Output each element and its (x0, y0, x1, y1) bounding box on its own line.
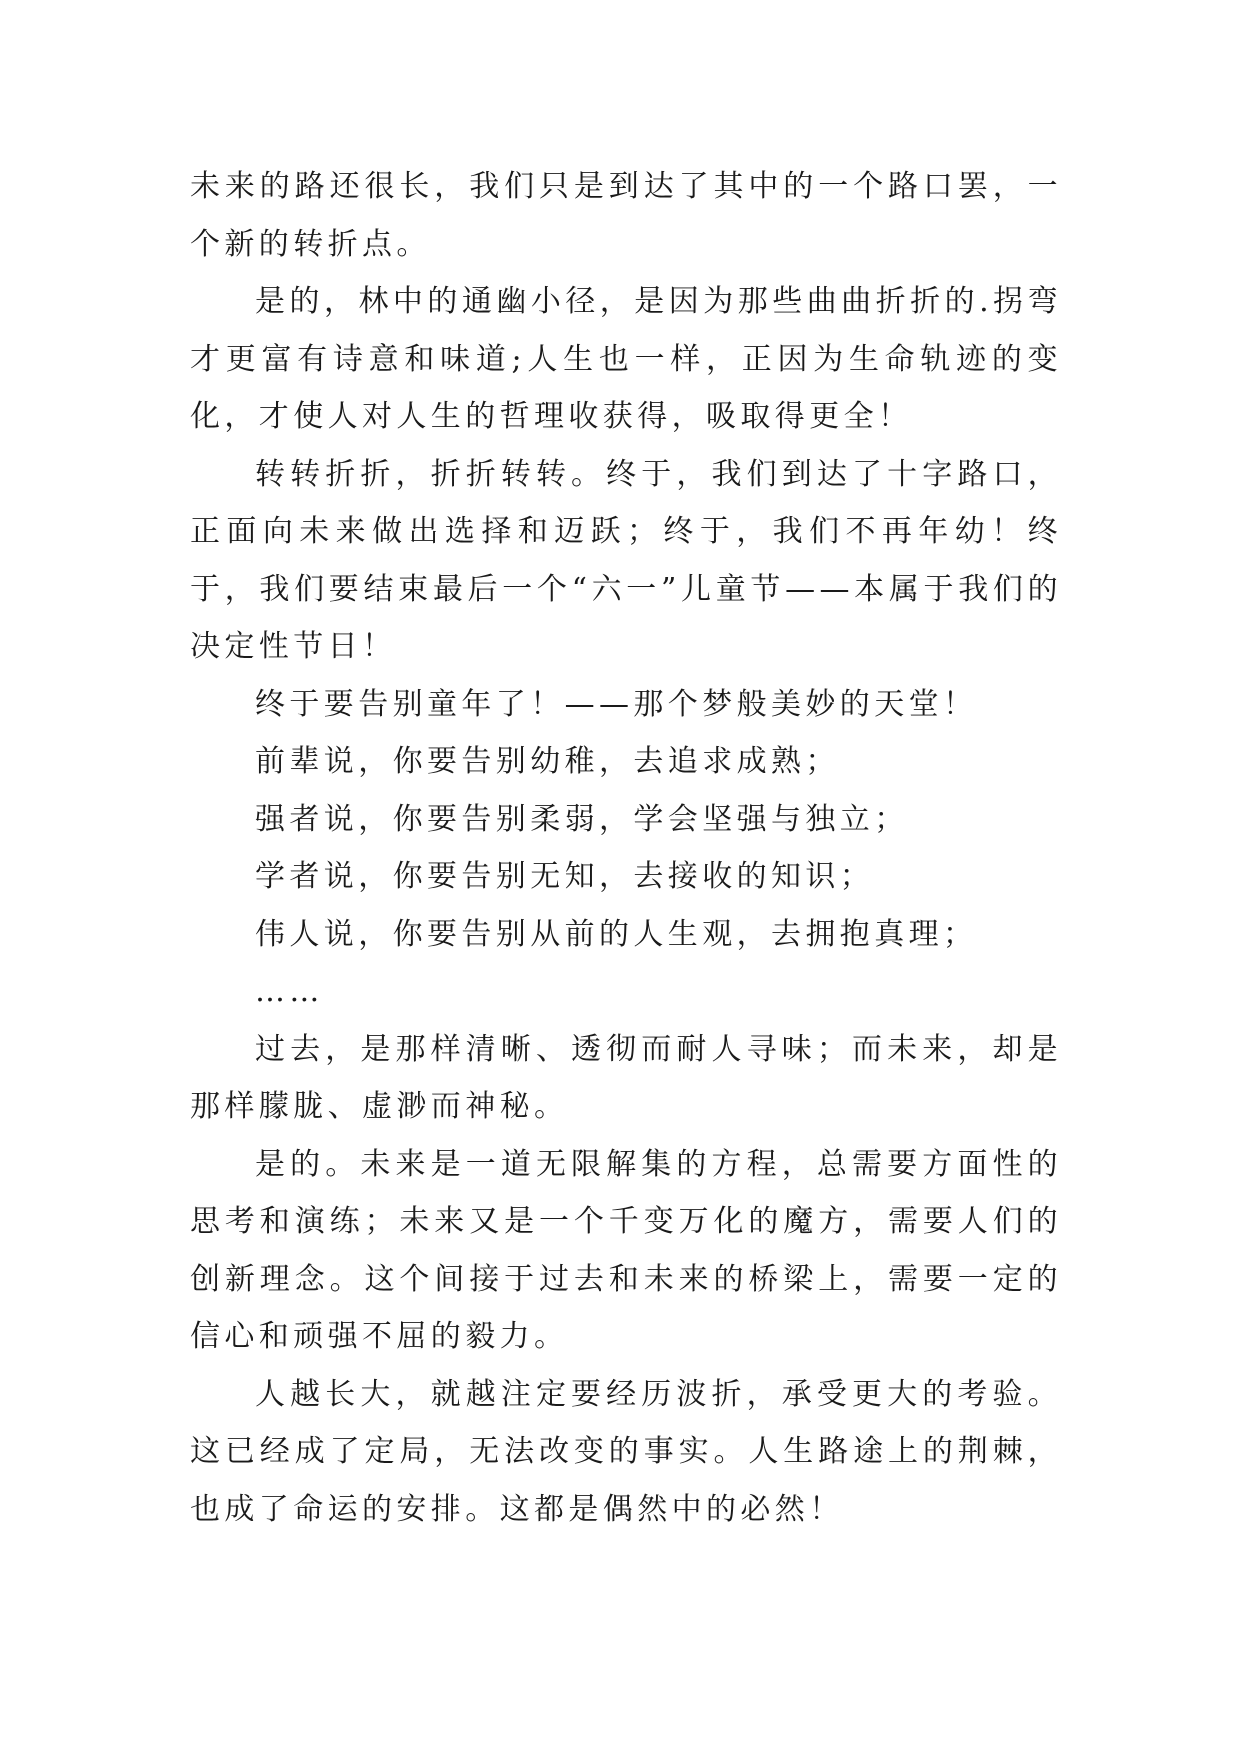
body-text (190, 158, 1062, 1538)
paragraph-12: 人越长大，就越注定要经历波折，承受更大的考验。这已经成了定局，无法改变的事实。人生路途上的荆棘，也成了命运的安排。这都是偶然中的必然！ (190, 1376, 1062, 1527)
paragraph-4: 终于要告别童年了！——那个梦般美妙的天堂！ (255, 686, 978, 722)
paragraph-10: 过去，是那样清晰、透彻而耐人寻味；而未来，却是那样朦胧、虚渺而神秘。 (190, 1031, 1062, 1124)
paragraph-1: 未来的路还很长，我们只是到达了其中的一个路口罢，一个新的转折点。 (190, 169, 1062, 262)
paragraph-11: 是的。未来是一道无限解集的方程，总需要方面性的思考和演练；未来又是一个千变万化的魔方，需要人们的创新理念。这个间接于过去和未来的桥梁上，需要一定的信心和顽强不屈的毅力。 (190, 1146, 1062, 1354)
paragraph-6: 强者说，你要告别柔弱，学会坚强与独立； (255, 801, 909, 837)
paragraph-ellipsis: …… (255, 974, 324, 1009)
paragraph-7: 学者说，你要告别无知，去接收的知识； (255, 859, 875, 894)
paragraph-3: 转转折折，折折转转。终于，我们到达了十字路口，正面向未来做出选择和迈跃；终于，我们不再年幼！终于，我们要结束最后一个“六一”儿童节——本属于我们的决定性节日！ (190, 456, 1062, 664)
paragraph-2: 是的，林中的通幽小径，是因为那些曲曲折折的.拐弯才更富有诗意和味道;人生也一样，正因为生命轨迹的变化，才使人对人生的哲理收获得，吸取得更全！ (190, 284, 1062, 434)
paragraph-5: 前辈说，你要告别幼稚，去追求成熟； (255, 744, 840, 779)
paragraph-8: 伟人说，你要告别从前的人生观，去拥抱真理； (255, 916, 978, 952)
